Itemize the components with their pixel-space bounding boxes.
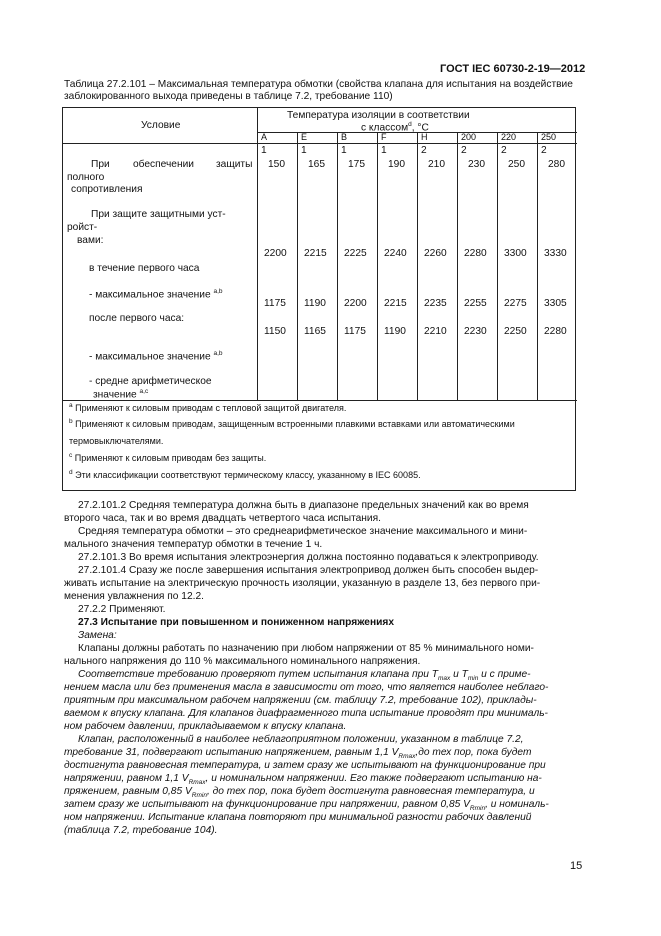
- table-divider: [297, 132, 298, 400]
- row-label: полного: [67, 172, 105, 183]
- class-label: F: [381, 132, 387, 142]
- cell-value: 1190: [304, 298, 326, 309]
- cell-value: 210: [428, 159, 445, 170]
- paragraph-line: Средняя температура обмотки – это среднеарифметическое значение максимального и мини-: [78, 526, 528, 537]
- column-header-insulation: Температура изоляции в соответствии: [287, 110, 470, 121]
- class-label: E: [301, 132, 308, 142]
- paragraph-line: ном рабочем давлении, прикладываемом к впуску клапана.: [64, 721, 347, 732]
- cell-value: 2230: [464, 326, 487, 337]
- cell-value: 1165: [304, 326, 326, 337]
- row-label: - максимальное значение $^{a,b}$: [89, 350, 223, 363]
- cell-value: 3305: [544, 298, 567, 309]
- paragraph-line: 27.2.101.4 Сразу же после завершения испытания электропривод должен быть способен выдер-: [78, 565, 539, 576]
- table-note: $^c$ Применяют к силовым приводам без защиты.: [69, 452, 267, 463]
- row-label: сопротивления: [71, 184, 143, 195]
- table-divider: [497, 132, 498, 400]
- cell-value: 165: [308, 159, 325, 170]
- paragraph-line: требование 31, подвергают испытанию напряжением, равным 1,1 $V_{Rmax},до$ тех пор, пока будет: [64, 747, 532, 761]
- cell-value: 2250: [504, 326, 527, 337]
- paragraph-line: 27.2.101.3 Во время испытания электроэнергия должна постоянно подаваться к электроприводу.: [78, 552, 539, 563]
- table-note: термовыключателями.: [69, 436, 164, 446]
- cell-value: 2280: [544, 326, 567, 337]
- class-mark: 1: [261, 145, 267, 156]
- table-divider: [457, 132, 458, 400]
- table-divider: [377, 132, 378, 400]
- table-note: $^b$ Применяют к силовым приводам, защищенным встроенными плавкими вставками или автоматическими: [69, 418, 515, 429]
- table-caption: Таблица 27.2.101 – Максимальная температура обмотки (свойства клапана для испытания на воздействие заблокированного выхода приведены в таблице 7.2, требование 110): [64, 79, 573, 102]
- cell-value: 1150: [264, 326, 286, 337]
- paragraph-line: 27.2.2 Применяют.: [78, 604, 166, 615]
- paragraph-line: Клапан, расположенный в наиболее неблагоприятном положении, указанном в таблице 7.2,: [78, 734, 524, 745]
- cell-value: 2280: [464, 248, 487, 259]
- table-divider: [257, 108, 258, 400]
- cell-value: 250: [508, 159, 525, 170]
- cell-value: 2200: [344, 298, 367, 309]
- class-mark: 2: [501, 145, 507, 156]
- paragraph-line: второго часа, так и во время двадцать четвертого часа испытания.: [64, 513, 381, 524]
- paragraph-line: напряжении, равном 1,1 $V_{Rmax}$, и номинальном напряжении. Его также подвергают испытанию на-: [64, 773, 542, 787]
- cell-value: 2215: [304, 248, 327, 259]
- temperature-table: [62, 107, 576, 491]
- cell-value: 1190: [384, 326, 406, 337]
- row-label: в течение первого часа: [89, 263, 200, 274]
- cell-value: 190: [388, 159, 405, 170]
- class-mark: 2: [461, 145, 467, 156]
- cell-value: 2255: [464, 298, 487, 309]
- cell-value: 280: [548, 159, 565, 170]
- paragraph-line: достигнута равновесная температура, и затем сразу же испытывают на функционирование при: [64, 760, 546, 771]
- cell-value: 3330: [544, 248, 567, 259]
- class-mark: 1: [301, 145, 307, 156]
- paragraph-line: Соответствие требованию проверяют путем испытания клапана при $T_{max}$ и $T_{min}$ и с приме-: [78, 669, 531, 683]
- cell-value: 2240: [384, 248, 407, 259]
- table-divider: [417, 132, 418, 400]
- paragraph-line: приятным при максимальном рабочем напряжении (см. таблицу 7.2, требование 102), приклады-: [64, 695, 537, 706]
- paragraph-line: менения увлажнения по 12.2.: [64, 591, 204, 602]
- column-header-insulation-unit: с классом$^d$, °С: [361, 121, 429, 134]
- cell-value: 230: [468, 159, 485, 170]
- cell-value: 2200: [264, 248, 287, 259]
- cell-value: 2210: [424, 326, 447, 337]
- document-id: ГОСТ IEC 60730-2-19—2012: [440, 63, 586, 75]
- cell-value: 1175: [344, 326, 366, 337]
- table-divider: [537, 132, 538, 400]
- row-label: ройст-: [67, 222, 98, 233]
- table-note: $^a$ Применяют к силовым приводам с тепловой защитой двигателя.: [69, 402, 347, 413]
- paragraph-line: Клапаны должны работать по назначению при любом напряжении от 85 % минимального номи-: [78, 643, 534, 654]
- paragraph-line: пряжением, равным 0,85 $V_{Rmin}$, до тех пор, пока будет достигнута равновесная температура, и: [64, 786, 535, 800]
- table-divider: [337, 132, 338, 400]
- paragraph-line: мального значения температур обмотки в течение 1 ч.: [64, 539, 323, 550]
- row-label: вами:: [77, 235, 104, 246]
- cell-value: 2215: [384, 298, 407, 309]
- cell-value: 175: [348, 159, 365, 170]
- paragraph-line: затем сразу же испытывают на функционирование при напряжении, равном 0,85 $V_{Rmin}$, и номиналь-: [64, 799, 549, 813]
- cell-value: 150: [268, 159, 285, 170]
- cell-value: 2235: [424, 298, 447, 309]
- paragraph-line: 27.2.101.2 Средняя температура должна быть в диапазоне предельных значений как во время: [78, 500, 529, 511]
- paragraph-line: нального напряжения до 110 % максимального номинального напряжения.: [64, 656, 421, 667]
- row-label: - средне арифметическое: [89, 376, 212, 387]
- cell-value: 2260: [424, 248, 447, 259]
- row-label: защиты: [216, 159, 253, 170]
- table-divider: [63, 143, 577, 144]
- class-label: 220: [501, 132, 517, 142]
- class-mark: 1: [381, 145, 387, 156]
- class-mark: 2: [541, 145, 547, 156]
- table-note: $^d$ Эти классификации соответствуют термическому классу, указанному в IEC 60085.: [69, 469, 421, 480]
- paragraph-line: (таблица 7.2, требование 104).: [64, 825, 218, 836]
- cell-value: 1175: [264, 298, 286, 309]
- class-label: B: [341, 132, 348, 142]
- class-label: 200: [461, 132, 477, 142]
- row-label: обеспечении: [133, 159, 194, 170]
- class-label: H: [421, 132, 428, 142]
- row-label: - максимальное значение $^{a,b}$: [89, 288, 223, 301]
- class-label: A: [261, 132, 268, 142]
- cell-value: 2225: [344, 248, 367, 259]
- class-label: 250: [541, 132, 557, 142]
- class-mark: 1: [341, 145, 347, 156]
- paragraph-line: Замена:: [78, 630, 117, 641]
- paragraph-line: ваемом к впуску клапана. Для клапанов диафрагменного типа испытание проводят при минималь-: [64, 708, 548, 719]
- row-label: При защите защитными уст-: [91, 209, 226, 220]
- section-heading: 27.3 Испытание при повышенном и пониженном напряжениях: [78, 617, 394, 628]
- cell-value: 2275: [504, 298, 527, 309]
- cell-value: 3300: [504, 248, 527, 259]
- row-label: При: [91, 159, 110, 170]
- class-mark: 2: [421, 145, 427, 156]
- paragraph-line: ном напряжении. Испытание клапана повторяют при минимальной разности рабочих давлений: [64, 812, 532, 823]
- column-header-condition: Условие: [141, 120, 181, 131]
- page-number: 15: [570, 860, 583, 872]
- paragraph-line: живать испытание на электрическую прочность изоляции, указанную в разделе 13, без первого при-: [64, 578, 541, 589]
- row-label: значение $^{a,c}$: [93, 388, 149, 401]
- row-label: после первого часа:: [89, 313, 185, 324]
- paragraph-line: нением масла или без применения масла в зависимости от того, что является наиболее неблаго-: [64, 682, 549, 693]
